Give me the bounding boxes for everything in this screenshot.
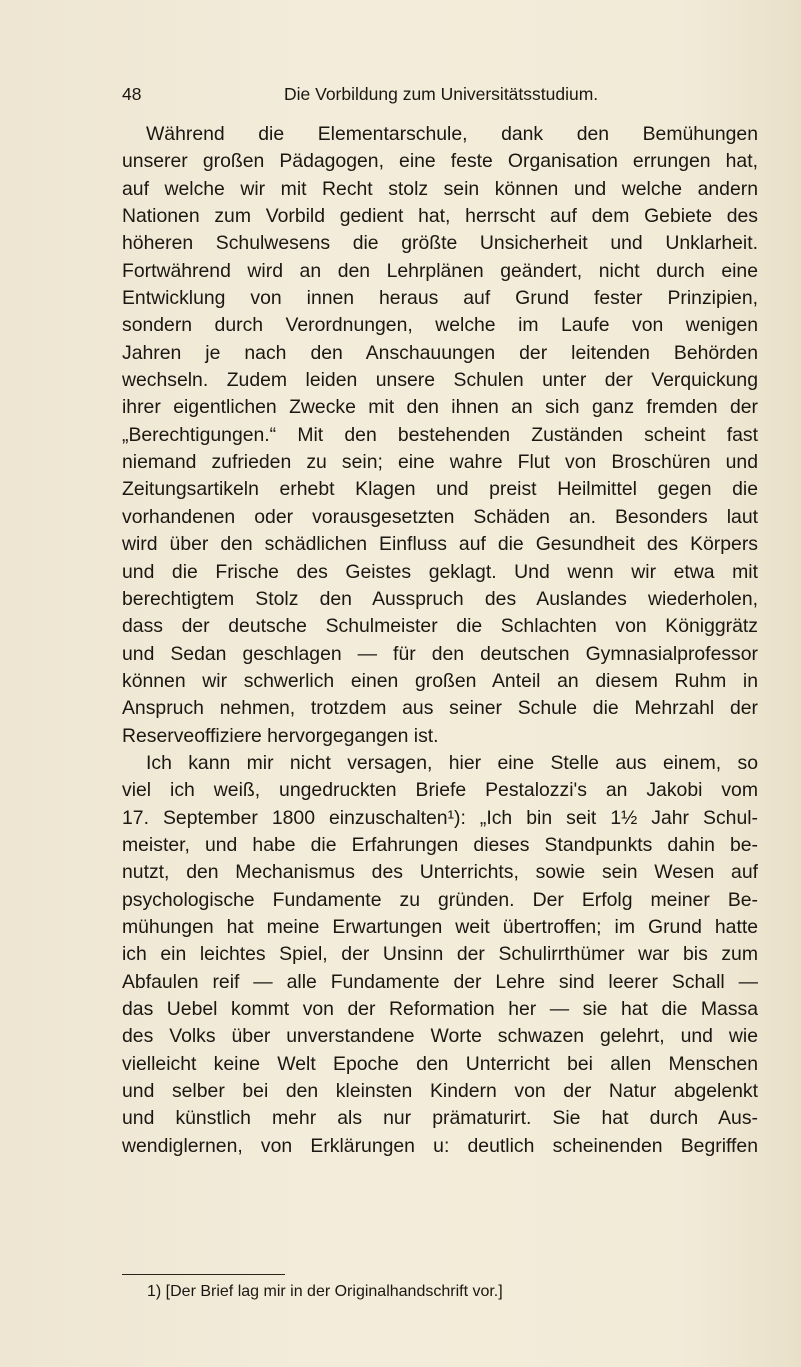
text-line: psychologische Fundamente zu gründen. Der Erfolg meiner Be-	[122, 888, 758, 911]
text-line: Abfaulen reif — alle Fundamente der Lehre sind leerer Schall —	[122, 970, 758, 993]
text-line: vielleicht keine Welt Epoche den Unterricht bei allen Menschen	[122, 1052, 758, 1075]
text-line: 17. September 1800 einzuschalten¹): „Ich bin seit 1½ Jahr Schul-	[122, 806, 758, 829]
body-text	[122, 121, 758, 1160]
footnote-divider	[122, 1274, 285, 1275]
text-line: nutzt, den Mechanismus des Unterrichts, sowie sein Wesen auf	[122, 861, 758, 884]
text-line: können wir schwerlich einen großen Anteil an diesem Ruhm in	[122, 669, 758, 692]
text-line: vorhandenen oder vorausgesetzten Schäden an. Besonders laut	[122, 505, 758, 528]
text-line: dass der deutsche Schulmeister die Schlachten von Königgrätz	[122, 615, 758, 638]
text-line: und selber bei den kleinsten Kindern von der Natur abgelenkt	[122, 1080, 758, 1103]
text-line: wendiglernen, von Erklärungen u: deutlich scheinenden Begriffen	[122, 1134, 758, 1157]
text-line: Nationen zum Vorbild gedient hat, herrscht auf dem Gebiete des	[122, 205, 758, 228]
text-line: Entwicklung von innen heraus auf Grund fester Prinzipien,	[122, 287, 758, 310]
text-line: wird über den schädlichen Einfluss auf die Gesundheit des Körpers	[122, 533, 758, 556]
text-line: Anspruch nehmen, trotzdem aus seiner Schule die Mehrzahl der	[122, 697, 758, 720]
text-line: berechtigtem Stolz den Ausspruch des Auslandes wiederholen,	[122, 587, 758, 610]
text-line: mühungen hat meine Erwartungen weit übertroffen; im Grund hatte	[122, 915, 758, 938]
text-line: und die Frische des Geistes geklagt. Und wenn wir etwa mit	[122, 560, 758, 583]
text-line: wechseln. Zudem leiden unsere Schulen unter der Verquickung	[122, 369, 758, 392]
text-line: ihrer eigentlichen Zwecke mit den ihnen an sich ganz fremden der	[122, 396, 758, 419]
text-line: Jahren je nach den Anschauungen der leitenden Behörden	[122, 341, 758, 364]
text-line: Reserveoffiziere hervorgegangen ist.	[122, 724, 439, 747]
text-line: und Sedan geschlagen — für den deutschen Gymnasialprofessor	[122, 642, 758, 665]
text-line: höheren Schulwesens die größte Unsicherheit und Unklarheit.	[122, 232, 758, 255]
footnote: 1) [Der Brief lag mir in der Originalhandschrift vor.]	[147, 1283, 503, 1300]
text-line: Zeitungsartikeln erhebt Klagen und preist Heilmittel gegen die	[122, 478, 758, 501]
text-line: des Volks über unverstandene Worte schwazen gelehrt, und wie	[122, 1025, 758, 1048]
page-header	[122, 84, 682, 110]
text-line: viel ich weiß, ungedruckten Briefe Pestalozzi's an Jakobi vom	[122, 779, 758, 802]
text-line: Fortwährend wird an den Lehrplänen geändert, nicht durch eine	[122, 259, 758, 282]
text-line: Ich kann mir nicht versagen, hier eine Stelle aus einem, so	[146, 751, 758, 774]
text-line: „Berechtigungen.“ Mit den bestehenden Zuständen scheint fast	[122, 423, 758, 446]
running-title: Die Vorbildung zum Universitätsstudium.	[284, 84, 599, 104]
text-line: ich ein leichtes Spiel, der Unsinn der Schulirrthümer war bis zum	[122, 943, 758, 966]
text-line: meister, und habe die Erfahrungen dieses Standpunkts dahin be-	[122, 833, 758, 856]
text-line: niemand zufrieden zu sein; eine wahre Flut von Broschüren und	[122, 451, 758, 474]
text-line: und künstlich mehr als nur prämaturirt. Sie hat durch Aus-	[122, 1107, 758, 1130]
text-line: unserer großen Pädagogen, eine feste Organisation errungen hat,	[122, 150, 758, 173]
page-number: 48	[122, 84, 142, 104]
text-line: sondern durch Verordnungen, welche im Laufe von wenigen	[122, 314, 758, 337]
text-line: auf welche wir mit Recht stolz sein können und welche andern	[122, 177, 758, 200]
text-line: das Uebel kommt von der Reformation her — sie hat die Massa	[122, 998, 758, 1020]
text-line: Während die Elementarschule, dank den Bemühungen	[146, 123, 758, 145]
